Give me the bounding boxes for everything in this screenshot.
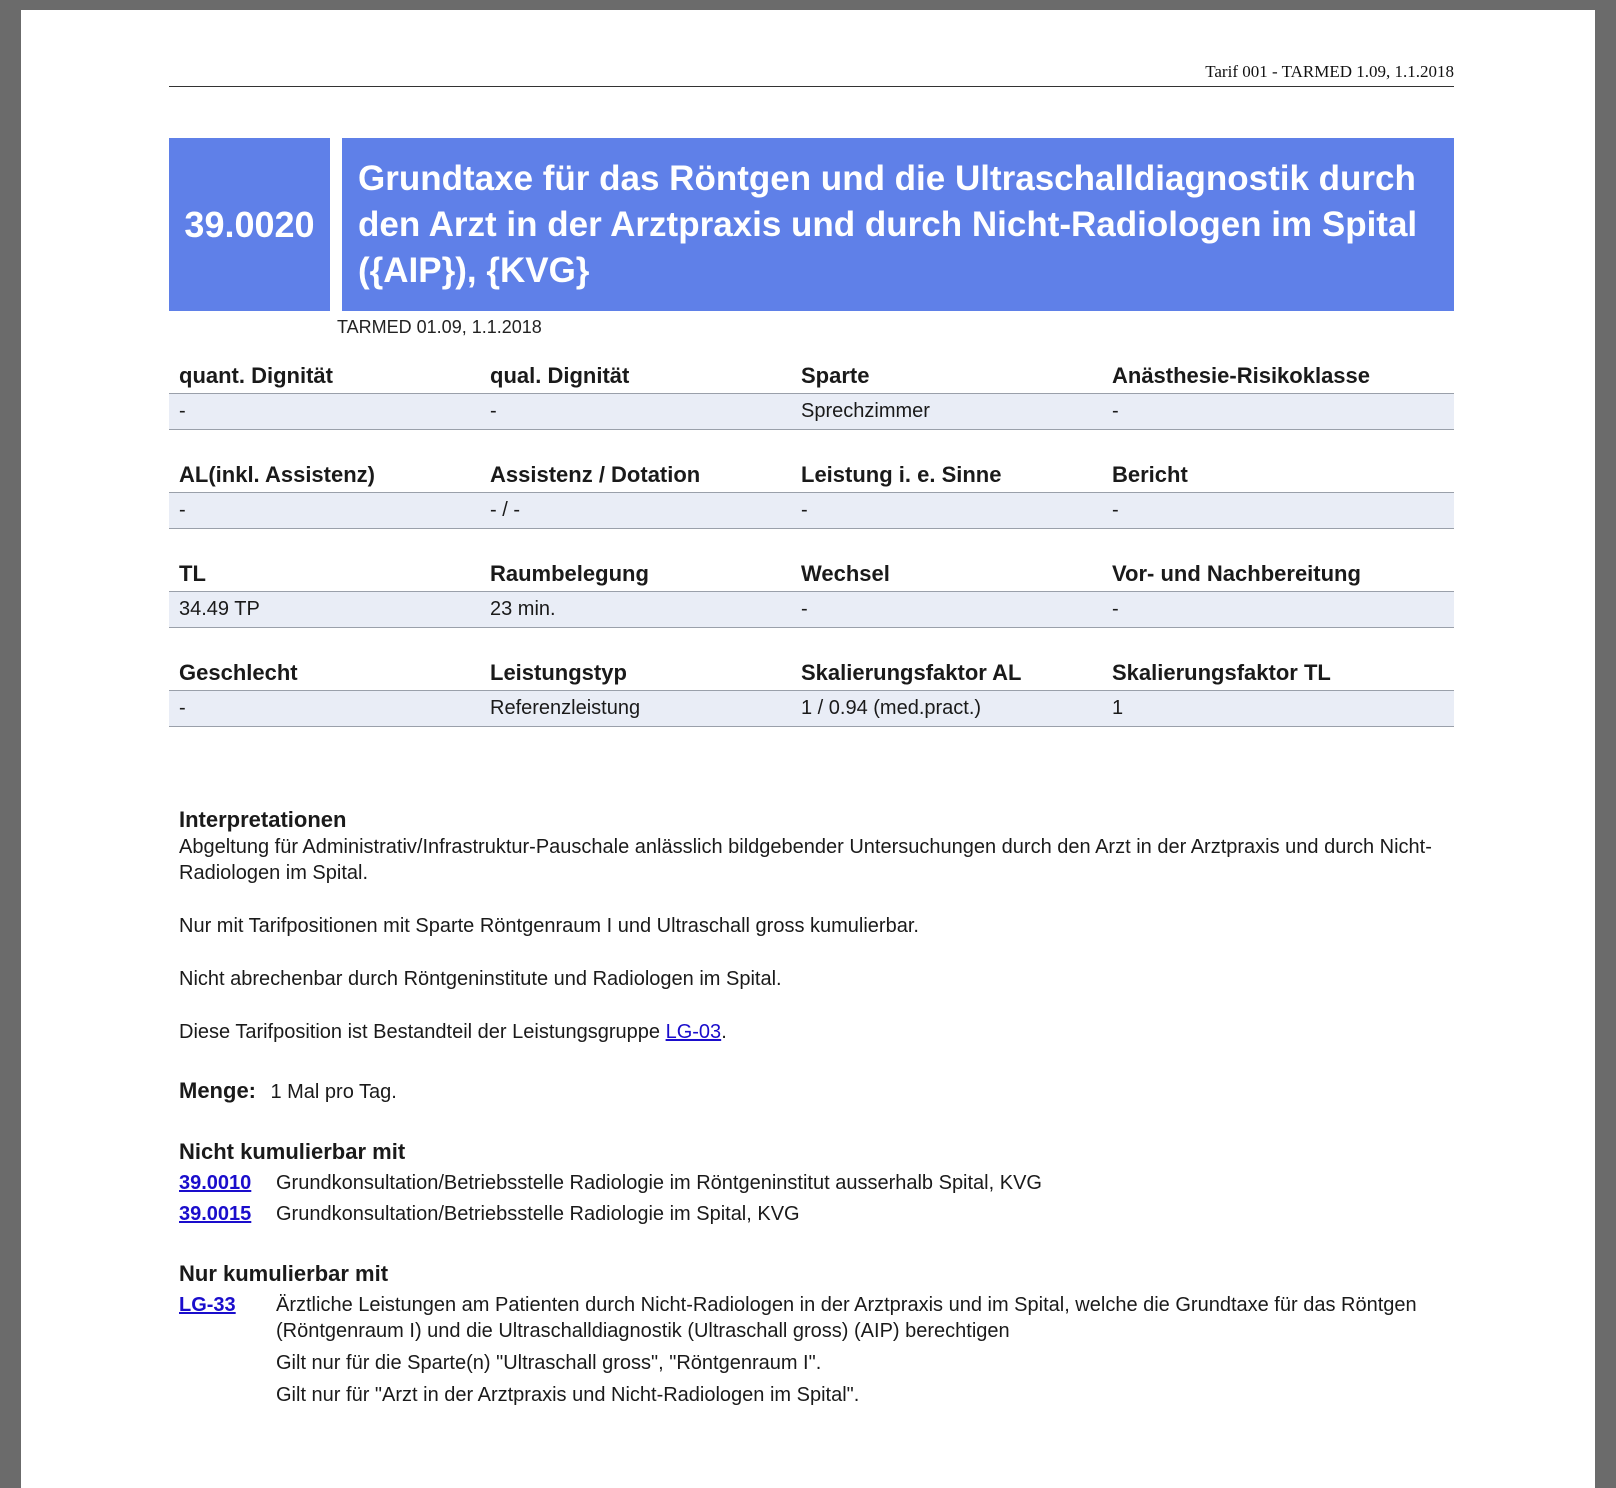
running-header: Tarif 001 - TARMED 1.09, 1.1.2018 <box>169 62 1454 87</box>
interpretation-paragraph: Nicht abrechenbar durch Röntgeninstitute und Radiologen im Spital. <box>179 968 782 990</box>
attr-header: quant. Dignität <box>169 361 480 394</box>
attr-header: TL <box>169 559 480 592</box>
attr-header: Geschlecht <box>169 658 480 691</box>
attr-header: Vor- und Nachbereitung <box>1102 559 1454 592</box>
tariff-version: TARMED 01.09, 1.1.2018 <box>337 317 542 337</box>
attr-header: Skalierungsfaktor TL <box>1102 658 1454 691</box>
attr-header: Leistungstyp <box>480 658 791 691</box>
attr-value: - <box>791 493 1102 529</box>
condition-note: Gilt nur für die Sparte(n) "Ultraschall gross", "Röntgenraum I". <box>276 1352 822 1374</box>
attr-value: 1 <box>1102 691 1454 727</box>
interpretation-paragraph: Abgeltung für Administrativ/Infrastruktur-Pauschale anlässlich bildgebender Untersuchungen durch den Arzt in der Arztpraxis und durch Nicht-Radiologen im Spital. <box>179 836 1432 884</box>
title-block <box>169 138 1454 311</box>
attr-value: - <box>480 394 791 430</box>
lg-text: Diese Tarifposition ist Bestandteil der Leistungsgruppe <box>179 1021 666 1043</box>
attr-value: Referenzleistung <box>480 691 791 727</box>
only-cumulative-heading: Nur kumulierbar mit <box>179 1261 389 1286</box>
condition-note: Gilt nur für "Arzt in der Arztpraxis und Nicht-Radiologen im Spital". <box>276 1384 860 1406</box>
attribute-table-3 <box>169 559 1454 628</box>
interpretations-heading: Interpretationen <box>179 807 347 832</box>
position-link[interactable]: 39.0015 <box>179 1203 252 1225</box>
position-link[interactable]: 39.0010 <box>179 1172 252 1194</box>
lg-33-link[interactable]: LG-33 <box>179 1294 236 1316</box>
attr-value: - <box>791 592 1102 628</box>
attr-header: Skalierungsfaktor AL <box>791 658 1102 691</box>
attr-header: Raumbelegung <box>480 559 791 592</box>
attribute-table-1 <box>169 361 1454 430</box>
attr-value: - <box>1102 394 1454 430</box>
attr-header: Leistung i. e. Sinne <box>791 460 1102 493</box>
attr-value: - <box>1102 592 1454 628</box>
interpretation-paragraph: Nur mit Tarifpositionen mit Sparte Röntgenraum I und Ultraschall gross kumulierbar. <box>179 915 919 937</box>
attr-value: - / - <box>480 493 791 529</box>
not-cumulative-heading: Nicht kumulierbar mit <box>179 1139 406 1164</box>
attr-value: - <box>1102 493 1454 529</box>
attr-header: Wechsel <box>791 559 1102 592</box>
menge-label: Menge: <box>179 1078 256 1103</box>
not-cumulative-section <box>179 1138 1444 1225</box>
attr-value: - <box>169 691 480 727</box>
tariff-title: Grundtaxe für das Röntgen und die Ultraschalldiagnostik durch den Arzt in der Arztpraxis und durch Nicht-Radiologen im Spital ({AIP}), {KVG} <box>342 138 1454 311</box>
attribute-table-2 <box>169 460 1454 529</box>
attribute-table-4 <box>169 658 1454 727</box>
document-page <box>21 10 1595 1488</box>
attr-header: Assistenz / Dotation <box>480 460 791 493</box>
attr-value: 23 min. <box>480 592 791 628</box>
attr-header: Bericht <box>1102 460 1454 493</box>
group-description: Ärztliche Leistungen am Patienten durch Nicht-Radiologen in der Arztpraxis und im Spital, welche die Grundtaxe für das Röntgen (Röntgenraum I) und die Ultraschalldiagnostik (Ultraschall gross) (AIP) berechtigen <box>276 1294 1417 1342</box>
menge-section <box>179 1078 1444 1105</box>
interpretation-paragraph <box>179 1019 1444 1045</box>
interpretations-section <box>179 806 1444 1045</box>
attr-header: AL(inkl. Assistenz) <box>169 460 480 493</box>
attr-value: 34.49 TP <box>169 592 480 628</box>
attr-header: Anästhesie-Risikoklasse <box>1102 361 1454 394</box>
menge-value: 1 Mal pro Tag. <box>270 1081 397 1103</box>
tariff-code: 39.0020 <box>169 138 330 311</box>
position-description: Grundkonsultation/Betriebsstelle Radiologie im Röntgeninstitut ausserhalb Spital, KVG <box>276 1172 1042 1194</box>
only-cumulative-section <box>179 1260 1444 1406</box>
attr-value: 1 / 0.94 (med.pract.) <box>791 691 1102 727</box>
attr-value: Sprechzimmer <box>791 394 1102 430</box>
attr-value: - <box>169 493 480 529</box>
lg-03-link[interactable]: LG-03 <box>665 1021 722 1043</box>
attr-header: Sparte <box>791 361 1102 394</box>
attr-value: - <box>169 394 480 430</box>
lg-suffix: . <box>721 1021 727 1043</box>
attr-header: qual. Dignität <box>480 361 791 394</box>
position-description: Grundkonsultation/Betriebsstelle Radiologie im Spital, KVG <box>276 1203 800 1225</box>
